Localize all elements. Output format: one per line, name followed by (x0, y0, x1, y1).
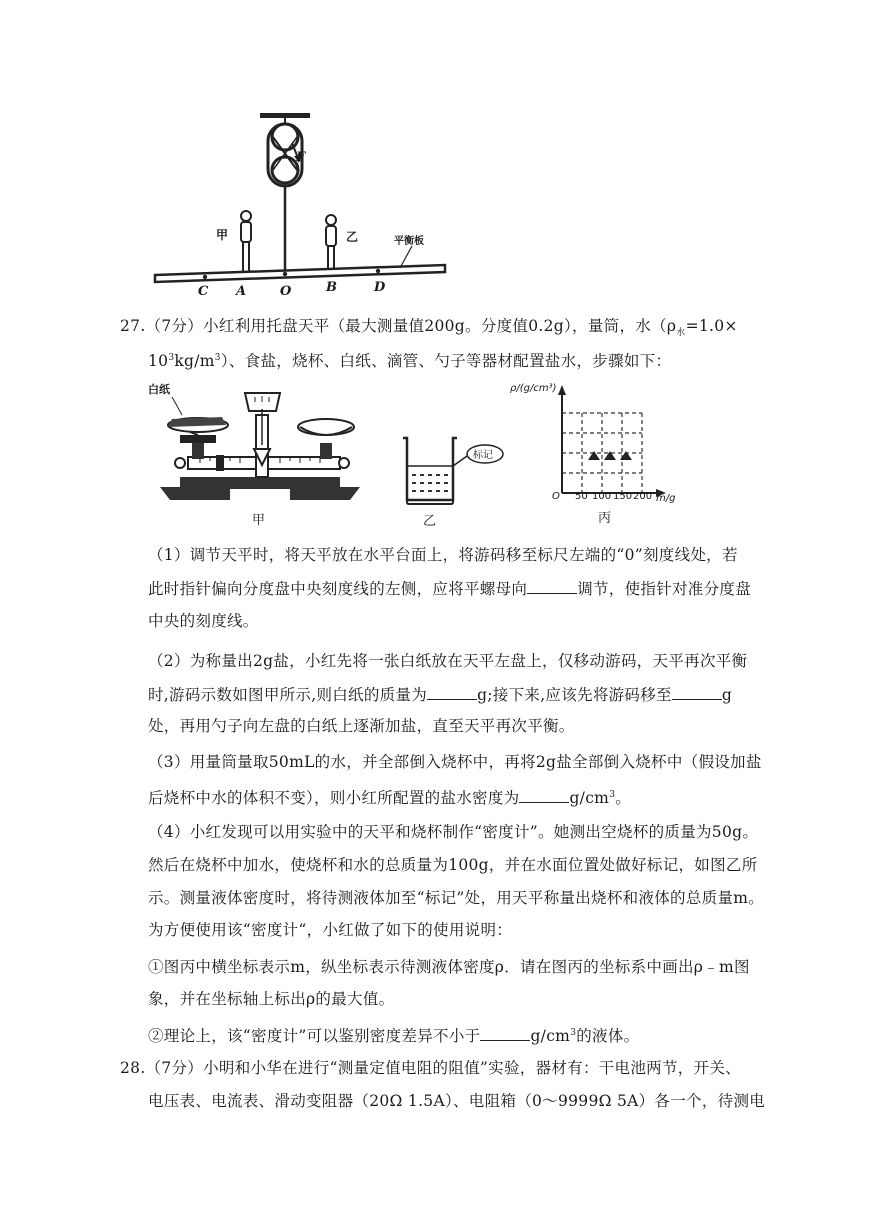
paper-label: 白纸 (148, 383, 170, 396)
q27-intro-line1: 27.（7分）小红利用托盘天平（最大测量值200g。分度值0.2g），量筒，水（$\rho_水=1.0\times$ (120, 317, 738, 339)
q28-line1: 28.（7分）小明和小华在进行“测量定值电阻的阻值”实验，器材有：干电池两节，开关、 (120, 1059, 741, 1077)
q28-line2: 电压表、电流表、滑动变阻器（20Ω 1.5A）、电阻箱（0～9999Ω 5A）各一个，待测电 (148, 1092, 766, 1110)
q27-p2-line2: 时,游码示数如图甲所示,则白纸的质量为 g;接下来,应该先将游码移至 g (148, 686, 733, 704)
q27-p1-line2: 此时指针偏向分度盘中央刻度线的左侧，应将平螺母向 调节，使指针对准分度盘 (148, 580, 752, 598)
x-axis-label: m/g (656, 493, 676, 504)
answer-blank-4[interactable] (519, 787, 569, 803)
mark-label: 标记 (473, 450, 493, 461)
answer-blank-1[interactable] (527, 578, 577, 594)
q27-p1-line3: 中央的刻度线。 (148, 612, 259, 630)
q27-intro-line2: $10^3kg/m^3$）、食盐，烧杯、白纸、滴管、勺子等器材配置盐水，步骤如下： (148, 352, 672, 371)
point-o-label: O (280, 284, 292, 299)
q27-p4-line7: ②理论上，该“密度计”可以鉴别密度差异不小于 $g/cm^3$的液体。 (148, 1027, 640, 1046)
q27-p2-line3: 处，再用勺子向左盘的白纸上逐渐加盐，直至天平再次平衡。 (148, 717, 575, 735)
q27-p4-line1: （4）小红发现可以用实验中的天平和烧杯制作“密度计”。她测出空烧杯的质量为50g。 (148, 823, 759, 841)
balance-figure (150, 385, 370, 535)
answer-blank-2[interactable] (427, 684, 477, 700)
person-left-label: 甲 (216, 228, 229, 242)
person-right-label: 乙 (346, 230, 359, 244)
force-label: F (296, 150, 306, 165)
fig-b-caption: 乙 (423, 514, 437, 529)
x-tick-150: 150 (613, 491, 633, 502)
x-tick-100: 100 (592, 491, 612, 502)
x-tick-200: 200 (633, 491, 653, 502)
fig-a-caption: 甲 (252, 513, 266, 528)
point-a-label: A (236, 284, 247, 299)
point-b-label: B (326, 280, 337, 295)
pulley-figure-drawing (150, 110, 450, 305)
beaker-figure (395, 430, 515, 535)
q27-p3-line1: （3）用量筒量取50mL的水，并全部倒入烧杯中，再将2g盐全部倒入烧杯中（假设加盐 (148, 753, 762, 771)
point-d-label: D (374, 280, 386, 295)
graph-figure (510, 385, 710, 535)
q27-p4-line2: 然后在烧杯中加水，使烧杯和水的总质量为100g，并在水面位置处做好标记，如图乙所 (148, 856, 758, 874)
person-left (241, 211, 251, 275)
y-axis-label: ρ/(g/cm³) (510, 383, 557, 394)
x-tick-50: 50 (575, 491, 588, 502)
pulley-figure (150, 110, 450, 305)
q27-p4-line6: 象，并在坐标轴上标出ρ的最大值。 (148, 990, 395, 1008)
beaker-drawing (395, 430, 515, 535)
answer-blank-5[interactable] (480, 1025, 530, 1041)
answer-blank-3[interactable] (672, 684, 722, 700)
q27-p4-line4: 为方便使用该“密度计“，小红做了如下的使用说明： (148, 921, 513, 939)
point-c-label: C (198, 284, 209, 299)
board-label: 平衡板 (394, 236, 424, 247)
fig-c-caption: 丙 (598, 511, 612, 526)
q27-p3-line2: 后烧杯中水的体积不变），则小红所配置的盐水密度为 $g/cm^3$。 (148, 789, 632, 808)
person-right (326, 215, 336, 275)
origin-label: O (552, 491, 560, 502)
q27-p2-line1: （2）为称量出2g盐，小红先将一张白纸放在天平左盘上，仅移动游码，天平再次平衡 (148, 652, 748, 670)
q27-p4-line5: ①图丙中横坐标表示m，纵坐标表示待测液体密度ρ．请在图丙的坐标系中画出ρ﹣m图 (148, 958, 750, 976)
q27-p4-line3: 示。测量液体密度时，将待测液体加至“标记”处，用天平称量出烧杯和液体的总质量m。 (148, 889, 765, 907)
q27-p1-line1: （1）调节天平时，将天平放在水平台面上，将游码移至标尺左端的“0”刻度线处，若 (148, 546, 738, 564)
